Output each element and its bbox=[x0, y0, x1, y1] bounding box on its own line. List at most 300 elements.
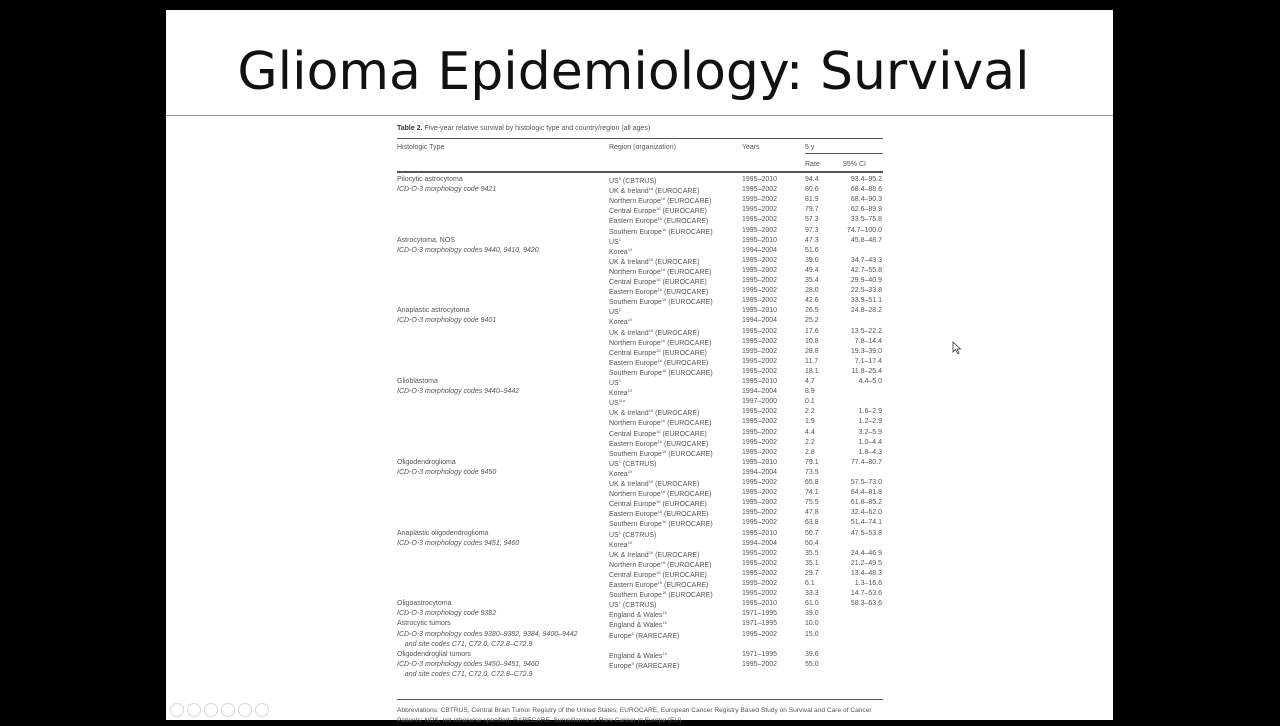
cell-ci: 42.7–55.8 bbox=[850, 266, 882, 274]
cell-years: 1995–2010 bbox=[742, 458, 778, 466]
cell-reference: 9 bbox=[631, 660, 634, 666]
cell-reference: 16 bbox=[660, 337, 666, 343]
cell-region bbox=[609, 610, 667, 619]
table-row bbox=[397, 358, 883, 368]
cell-reference: 16 bbox=[648, 186, 654, 192]
cell-organization: (EUROCARE) bbox=[662, 359, 709, 367]
cell-rate: 25.2 bbox=[805, 317, 819, 325]
cell-reference: 9 bbox=[631, 630, 634, 636]
cell-organization: (EUROCARE) bbox=[666, 592, 713, 600]
slide-title: Glioma Epidemiology: Survival bbox=[237, 42, 1030, 102]
cell-region bbox=[609, 590, 713, 599]
cell-ci: 19.3–39.0 bbox=[850, 347, 882, 355]
cell-region bbox=[609, 600, 656, 609]
cell-reference: 16 bbox=[648, 479, 654, 484]
cell-histologic-type: Oligodendroglial tumors bbox=[397, 650, 471, 658]
cell-rate: 47.3 bbox=[805, 236, 819, 244]
cell-ci: 51.4–74.1 bbox=[850, 519, 882, 527]
five-year-rule bbox=[805, 153, 883, 154]
table-header-rule bbox=[397, 171, 883, 173]
pen-tool-button[interactable] bbox=[204, 703, 218, 717]
cell-ci: 32.4–62.0 bbox=[850, 509, 882, 517]
cell-region-name: Eastern Europe bbox=[609, 289, 658, 297]
cell-reference: 10 bbox=[627, 317, 633, 323]
cell-region bbox=[609, 489, 712, 498]
cell-region bbox=[609, 388, 632, 397]
header-five-year: 5 y bbox=[805, 144, 815, 151]
cell-years: 1997–2000 bbox=[742, 398, 778, 406]
cell-reference: 16 bbox=[648, 256, 654, 262]
cell-years: 1995–2002 bbox=[742, 499, 778, 507]
cell-organization: (EUROCARE) bbox=[666, 228, 713, 236]
cell-organization: (EUROCARE) bbox=[653, 481, 700, 488]
cell-ci: 77.4–80.7 bbox=[850, 458, 882, 466]
cell-rate: 2.8 bbox=[805, 448, 815, 456]
cell-region bbox=[609, 620, 667, 629]
cell-ci: 1.6–2.9 bbox=[858, 408, 882, 416]
cell-region-name: Eastern Europe bbox=[609, 582, 658, 589]
cell-region bbox=[609, 530, 656, 539]
table-row bbox=[397, 287, 883, 297]
cell-reference: 16 bbox=[660, 266, 666, 272]
cell-years: 1995–2002 bbox=[742, 559, 778, 567]
cell-histologic-type: Glioblastoma bbox=[397, 378, 438, 385]
cell-rate: 2.2 bbox=[805, 408, 815, 416]
cell-ci: 1.3–16.6 bbox=[854, 580, 882, 587]
table-row bbox=[397, 651, 883, 661]
table-row bbox=[397, 641, 883, 651]
cell-region-name: UK & Ireland bbox=[609, 551, 649, 559]
cell-region-name: England & Wales bbox=[609, 652, 663, 660]
cell-region-name: Northern Europe bbox=[609, 491, 661, 499]
cell-rate: 39.0 bbox=[805, 256, 819, 264]
cell-region-name: Eastern Europe bbox=[609, 359, 658, 367]
table-row bbox=[397, 600, 883, 610]
cell-region-name: Southern Europe bbox=[609, 450, 662, 458]
cell-region-name: Northern Europe bbox=[609, 561, 661, 569]
cell-region-name: Northern Europe bbox=[609, 268, 661, 276]
cell-histologic-type: ICD-O-3 morphology codes 9450–9451, 9460 bbox=[397, 660, 539, 668]
table-row bbox=[397, 227, 883, 237]
cell-organization: (EUROCARE) bbox=[665, 339, 712, 347]
cell-years: 1995–2002 bbox=[742, 367, 778, 375]
cell-region-name: Central Europe bbox=[609, 349, 657, 357]
cell-organization: (EUROCARE) bbox=[662, 582, 709, 589]
table-top-rule bbox=[397, 138, 883, 139]
table-row bbox=[397, 216, 883, 226]
cell-reference: 16 bbox=[661, 297, 667, 303]
cell-rate: 55.0 bbox=[805, 660, 819, 668]
cell-reference: 1 bbox=[618, 600, 621, 606]
cell-years: 1995–2010 bbox=[742, 307, 778, 315]
cell-ci: 64.4–81.8 bbox=[850, 489, 882, 497]
cell-ci: 7.8–14.4 bbox=[854, 337, 882, 345]
cell-reference: 16 bbox=[661, 367, 667, 373]
cell-region bbox=[609, 560, 712, 569]
cell-rate: 35.4 bbox=[805, 277, 819, 284]
cell-region-name: Eastern Europe bbox=[609, 440, 658, 448]
cell-region bbox=[609, 418, 712, 427]
table-row bbox=[397, 560, 883, 570]
cell-years: 1994–2004 bbox=[742, 468, 778, 476]
cell-region-name: Southern Europe bbox=[609, 521, 662, 529]
cell-rate: 65.8 bbox=[805, 479, 819, 486]
cell-histologic-type: ICD-O-3 morphology codes 9451, 9460 bbox=[397, 539, 520, 547]
cell-organization: (EUROCARE) bbox=[653, 188, 700, 196]
cell-organization: (EUROCARE) bbox=[665, 561, 712, 569]
cell-ci: 57.5–73.0 bbox=[850, 479, 882, 486]
cell-ci: 13.4–48.3 bbox=[850, 569, 882, 577]
cell-rate: 0.1 bbox=[805, 398, 815, 406]
table-row bbox=[397, 499, 883, 509]
cell-organization: (EUROCARE) bbox=[662, 289, 709, 297]
table-row bbox=[397, 631, 883, 641]
cell-region-name: US bbox=[609, 602, 619, 610]
cell-region bbox=[609, 267, 712, 276]
cell-organization: (EUROCARE) bbox=[660, 208, 707, 216]
cell-reference: 16 bbox=[648, 549, 654, 555]
cell-rate: 39.0 bbox=[805, 610, 819, 618]
cell-region bbox=[609, 449, 713, 458]
cell-organization: (EUROCARE) bbox=[662, 218, 709, 226]
cell-organization: (RARECARE) bbox=[633, 662, 680, 670]
cell-ci: 24.8–28.2 bbox=[850, 307, 882, 315]
cell-organization: (EUROCARE) bbox=[660, 279, 707, 286]
cell-histologic-type: ICD-O-3 morphology code 9421 bbox=[397, 186, 497, 194]
cell-ci: 22.5–33.8 bbox=[850, 287, 882, 295]
cell-organization: (EUROCARE) bbox=[666, 521, 713, 529]
cell-rate: 50.4 bbox=[805, 539, 819, 547]
table-row bbox=[397, 671, 883, 681]
cell-rate: 63.8 bbox=[805, 519, 819, 527]
cell-years: 1995–2002 bbox=[742, 297, 778, 305]
cell-region bbox=[609, 297, 713, 306]
table-row bbox=[397, 388, 883, 398]
table-row bbox=[397, 530, 883, 540]
cell-reference: 15 bbox=[662, 620, 667, 626]
cell-rate: 94.4 bbox=[805, 176, 819, 183]
table-caption bbox=[397, 125, 650, 132]
table-row bbox=[397, 509, 883, 519]
cell-years: 1995–2002 bbox=[742, 266, 778, 274]
cell-organization: (EUROCARE) bbox=[653, 551, 700, 559]
cell-rate: 81.9 bbox=[805, 196, 819, 204]
cell-ci: 47.5–53.8 bbox=[850, 529, 882, 537]
cell-region-name: UK & Ireland bbox=[609, 188, 649, 196]
table-row bbox=[397, 519, 883, 529]
cell-region-name: Southern Europe bbox=[609, 369, 662, 377]
cell-region bbox=[609, 519, 713, 528]
cell-reference: 11a bbox=[618, 398, 626, 404]
table-row bbox=[397, 590, 883, 600]
next-slide-button[interactable] bbox=[187, 703, 201, 717]
cell-rate: 97.3 bbox=[805, 226, 819, 234]
cell-histologic-type: ICD-O-3 morphology code 9450 bbox=[397, 468, 497, 476]
cell-region-name: Northern Europe bbox=[609, 420, 661, 428]
cell-reference: 16 bbox=[656, 206, 661, 212]
cell-region-name: UK & Ireland bbox=[609, 481, 649, 488]
cell-region bbox=[609, 459, 656, 468]
cell-reference: 15 bbox=[662, 610, 667, 616]
cell-reference: 16 bbox=[660, 489, 666, 495]
cell-region-name: US bbox=[609, 400, 619, 408]
table-row bbox=[397, 459, 883, 469]
cell-years: 1995–2002 bbox=[742, 277, 778, 284]
table-abbreviations: Abbreviations: CBTRUS, Central Brain Tumor Registry of the United States; EUROCARE, European Cancer Registry Based Study on Survival and Care of Cancer Patients; NOS, not otherwise specified; RARECARE, Surveillance of Rare Cancer in Europe (EU). bbox=[397, 707, 872, 724]
cell-organization: (EUROCARE) bbox=[665, 198, 712, 206]
title-divider bbox=[166, 115, 1113, 116]
slide-sorter-button[interactable] bbox=[221, 703, 235, 717]
table-row bbox=[397, 206, 883, 216]
cell-region bbox=[609, 499, 707, 508]
cell-region-name: Eastern Europe bbox=[609, 511, 658, 519]
cell-region bbox=[609, 206, 707, 215]
cell-histologic-type: Pilocytic astrocytoma bbox=[397, 176, 463, 183]
cell-region bbox=[609, 227, 713, 236]
table-row bbox=[397, 297, 883, 307]
table-row bbox=[397, 307, 883, 317]
previous-slide-button[interactable] bbox=[170, 703, 184, 717]
cell-ci: 93.4–95.2 bbox=[850, 176, 882, 183]
table-row bbox=[397, 489, 883, 499]
cell-region bbox=[609, 307, 621, 316]
cell-reference: 5 bbox=[618, 176, 621, 181]
cell-ci: 33.5–75.8 bbox=[850, 216, 882, 224]
cell-reference: 16 bbox=[657, 357, 663, 363]
cell-rate: 61.0 bbox=[805, 600, 819, 608]
cell-years: 1995–2002 bbox=[742, 347, 778, 355]
cell-years: 1995–2002 bbox=[742, 438, 778, 446]
cell-region bbox=[609, 378, 621, 387]
cell-organization: (CBTRUS) bbox=[620, 602, 657, 610]
cell-years: 1995–2010 bbox=[742, 529, 778, 537]
cell-reference: 16 bbox=[657, 287, 663, 293]
cell-reference: 16 bbox=[656, 499, 661, 505]
cell-region bbox=[609, 469, 632, 478]
cell-organization: (EUROCARE) bbox=[660, 349, 707, 357]
cell-reference: 16 bbox=[660, 418, 666, 424]
cell-region-name: England & Wales bbox=[609, 612, 663, 620]
slideshow-controls bbox=[170, 703, 269, 717]
cell-reference: 10 bbox=[627, 468, 633, 474]
cell-years: 1994–2004 bbox=[742, 246, 778, 254]
cell-region-name: Southern Europe bbox=[609, 592, 662, 600]
cell-reference: 15 bbox=[662, 650, 667, 656]
table-row bbox=[397, 620, 883, 630]
table-row bbox=[397, 469, 883, 479]
header-histologic-type: Histologic Type bbox=[397, 144, 445, 151]
cell-reference: 16 bbox=[656, 569, 661, 575]
table-row bbox=[397, 277, 883, 287]
cell-rate: 15.0 bbox=[805, 630, 819, 638]
header-years: Years bbox=[742, 144, 760, 151]
cell-region-name: US bbox=[609, 178, 619, 185]
cell-region bbox=[609, 348, 707, 357]
cell-region-name: Southern Europe bbox=[609, 299, 662, 307]
cell-region-name: UK & Ireland bbox=[609, 329, 649, 337]
cell-rate: 11.7 bbox=[805, 357, 819, 365]
cell-organization: (CBTRUS) bbox=[620, 178, 657, 185]
cell-years: 1995–2002 bbox=[742, 337, 778, 345]
cell-years: 1995–2002 bbox=[742, 489, 778, 497]
cell-histologic-type: Oligodendroglioma bbox=[397, 458, 456, 466]
cell-ci: 3.2–5.9 bbox=[858, 428, 882, 436]
cell-region-name: US bbox=[609, 238, 619, 246]
cell-organization: (CBTRUS) bbox=[620, 460, 657, 468]
cell-reference: 1 bbox=[618, 458, 621, 464]
cell-reference: 10 bbox=[627, 388, 633, 394]
cell-rate: 10.0 bbox=[805, 620, 819, 628]
cell-region-name: US bbox=[609, 531, 619, 539]
cell-rate: 17.6 bbox=[805, 327, 819, 335]
cell-histologic-type: ICD-O-3 morphology codes 9440–9442 bbox=[397, 388, 520, 396]
cell-region-name: Central Europe bbox=[609, 208, 657, 216]
cell-ci: 4.4–5.0 bbox=[858, 378, 882, 385]
table-row bbox=[397, 429, 883, 439]
cell-region-name: Korea bbox=[609, 541, 628, 549]
cell-rate: 8.9 bbox=[805, 388, 815, 396]
cell-histologic-type: ICD-O-3 morphology codes 9380–9382, 9384, 9400–9442 bbox=[397, 630, 578, 638]
cell-years: 1995–2002 bbox=[742, 287, 778, 295]
cell-organization: (RARECARE) bbox=[633, 632, 680, 640]
cell-region-name: Central Europe bbox=[609, 571, 657, 579]
table-row bbox=[397, 418, 883, 428]
cell-region bbox=[609, 439, 708, 448]
cell-region bbox=[609, 509, 708, 518]
table-row bbox=[397, 580, 883, 590]
cell-rate: 79.7 bbox=[805, 206, 819, 214]
table-caption-text: Five-year relative survival by histologic type and country/region (all ages) bbox=[424, 125, 651, 132]
table-row bbox=[397, 317, 883, 327]
cell-years: 1971–1995 bbox=[742, 650, 778, 658]
mouse-pointer-icon bbox=[953, 342, 961, 354]
cell-organization: (CBTRUS) bbox=[620, 531, 657, 539]
cell-years: 1995–2002 bbox=[742, 580, 778, 587]
cell-reference: 1 bbox=[618, 236, 621, 242]
table-row bbox=[397, 257, 883, 267]
cell-organization: (EUROCARE) bbox=[660, 501, 707, 509]
cell-rate: 39.6 bbox=[805, 650, 819, 658]
cell-region bbox=[609, 570, 707, 579]
table-row bbox=[397, 348, 883, 358]
header-region: Region (organization) bbox=[609, 144, 676, 151]
cell-region-name: Europe bbox=[609, 662, 632, 670]
cell-rate: 4.7 bbox=[805, 378, 815, 385]
cell-region-name: Southern Europe bbox=[609, 228, 662, 236]
cell-region bbox=[609, 196, 712, 205]
cell-organization: (EUROCARE) bbox=[666, 450, 713, 458]
cell-rate: 2.2 bbox=[805, 438, 815, 446]
cell-rate: 28.8 bbox=[805, 347, 819, 355]
cell-rate: 29.7 bbox=[805, 569, 819, 577]
cell-region bbox=[609, 247, 632, 256]
table-row bbox=[397, 247, 883, 257]
cell-region-name: Central Europe bbox=[609, 501, 657, 509]
cell-reference: 16 bbox=[648, 327, 654, 333]
cell-histologic-type: and site codes C71, C72.0, C72.8–C72.9 bbox=[397, 640, 533, 648]
cell-ci: 1.8–4.3 bbox=[858, 448, 882, 456]
cell-ci: 7.1–17.4 bbox=[854, 357, 882, 365]
cell-years: 1995–2002 bbox=[742, 549, 778, 557]
cell-ci: 33.9–51.1 bbox=[850, 297, 882, 305]
cell-histologic-type: and site codes C71, C72.0, C72.8–C72.9 bbox=[397, 670, 533, 678]
cell-years: 1995–2010 bbox=[742, 176, 778, 183]
table-bottom-rule bbox=[397, 699, 883, 700]
cell-region-name: Korea bbox=[609, 390, 628, 398]
cell-region-name: Europe bbox=[609, 632, 632, 640]
cell-histologic-type: Astrocytic tumors bbox=[397, 620, 451, 628]
cell-region bbox=[609, 176, 656, 185]
cell-organization: (EUROCARE) bbox=[665, 420, 712, 428]
cell-histologic-type: Anaplastic astrocytoma bbox=[397, 307, 470, 315]
table-row bbox=[397, 237, 883, 247]
cell-years: 1995–2002 bbox=[742, 216, 778, 224]
header-ci: 95% CI bbox=[843, 161, 866, 168]
cell-histologic-type: Astrocytoma, NOS bbox=[397, 236, 455, 244]
cell-years: 1994–2004 bbox=[742, 317, 778, 325]
cell-years: 1995–2002 bbox=[742, 479, 778, 486]
cell-reference: 10 bbox=[627, 246, 633, 252]
cell-rate: 35.1 bbox=[805, 559, 819, 567]
cell-region-name: US bbox=[609, 460, 619, 468]
cell-ci: 68.4–90.3 bbox=[850, 196, 882, 204]
cell-ci: 62.6–89.9 bbox=[850, 206, 882, 214]
cell-ci: 58.3–63.6 bbox=[850, 600, 882, 608]
cell-rate: 74.1 bbox=[805, 489, 819, 497]
more-options-button[interactable] bbox=[255, 703, 269, 717]
zoom-button[interactable] bbox=[238, 703, 252, 717]
cell-region bbox=[609, 550, 699, 559]
cell-years: 1971–1995 bbox=[742, 610, 778, 618]
cell-reference: 16 bbox=[657, 438, 663, 444]
cell-reference: 16 bbox=[657, 580, 663, 585]
table-row bbox=[397, 196, 883, 206]
cell-organization: (EUROCARE) bbox=[666, 299, 713, 307]
cell-rate: 79.1 bbox=[805, 458, 819, 466]
cell-region-name: Central Europe bbox=[609, 279, 657, 286]
cell-organization: (EUROCARE) bbox=[660, 430, 707, 438]
cell-reference: 1 bbox=[618, 307, 621, 313]
table-row bbox=[397, 328, 883, 338]
cell-region-name: Northern Europe bbox=[609, 198, 661, 206]
cell-region-name: UK & Ireland bbox=[609, 258, 649, 266]
cell-years: 1971–1995 bbox=[742, 620, 778, 628]
cell-region bbox=[609, 328, 699, 337]
cell-organization: (EUROCARE) bbox=[662, 511, 709, 519]
table-row bbox=[397, 479, 883, 489]
cell-years: 1995–2002 bbox=[742, 226, 778, 234]
cell-region-name: Korea bbox=[609, 319, 628, 327]
cell-years: 1995–2002 bbox=[742, 509, 778, 517]
cell-region bbox=[609, 358, 708, 367]
cell-years: 1995–2010 bbox=[742, 600, 778, 608]
cell-region-name: Korea bbox=[609, 248, 628, 256]
cell-histologic-type: Anaplastic oligodendroglioma bbox=[397, 529, 489, 537]
cell-ci: 1.2–2.9 bbox=[858, 418, 882, 426]
cell-reference: 16 bbox=[656, 347, 661, 353]
cell-reference: 10 bbox=[627, 539, 633, 545]
cell-years: 1995–2010 bbox=[742, 236, 778, 244]
slide bbox=[166, 10, 1113, 724]
cell-rate: 26.5 bbox=[805, 307, 819, 315]
table-row bbox=[397, 378, 883, 388]
cell-reference: 16 bbox=[660, 196, 666, 202]
cell-ci: 24.4–46.9 bbox=[850, 549, 882, 557]
cell-rate: 75.5 bbox=[805, 499, 819, 507]
cell-years: 1995–2002 bbox=[742, 428, 778, 436]
cell-years: 1995–2002 bbox=[742, 408, 778, 416]
cell-ci: 14.7–53.6 bbox=[850, 590, 882, 598]
